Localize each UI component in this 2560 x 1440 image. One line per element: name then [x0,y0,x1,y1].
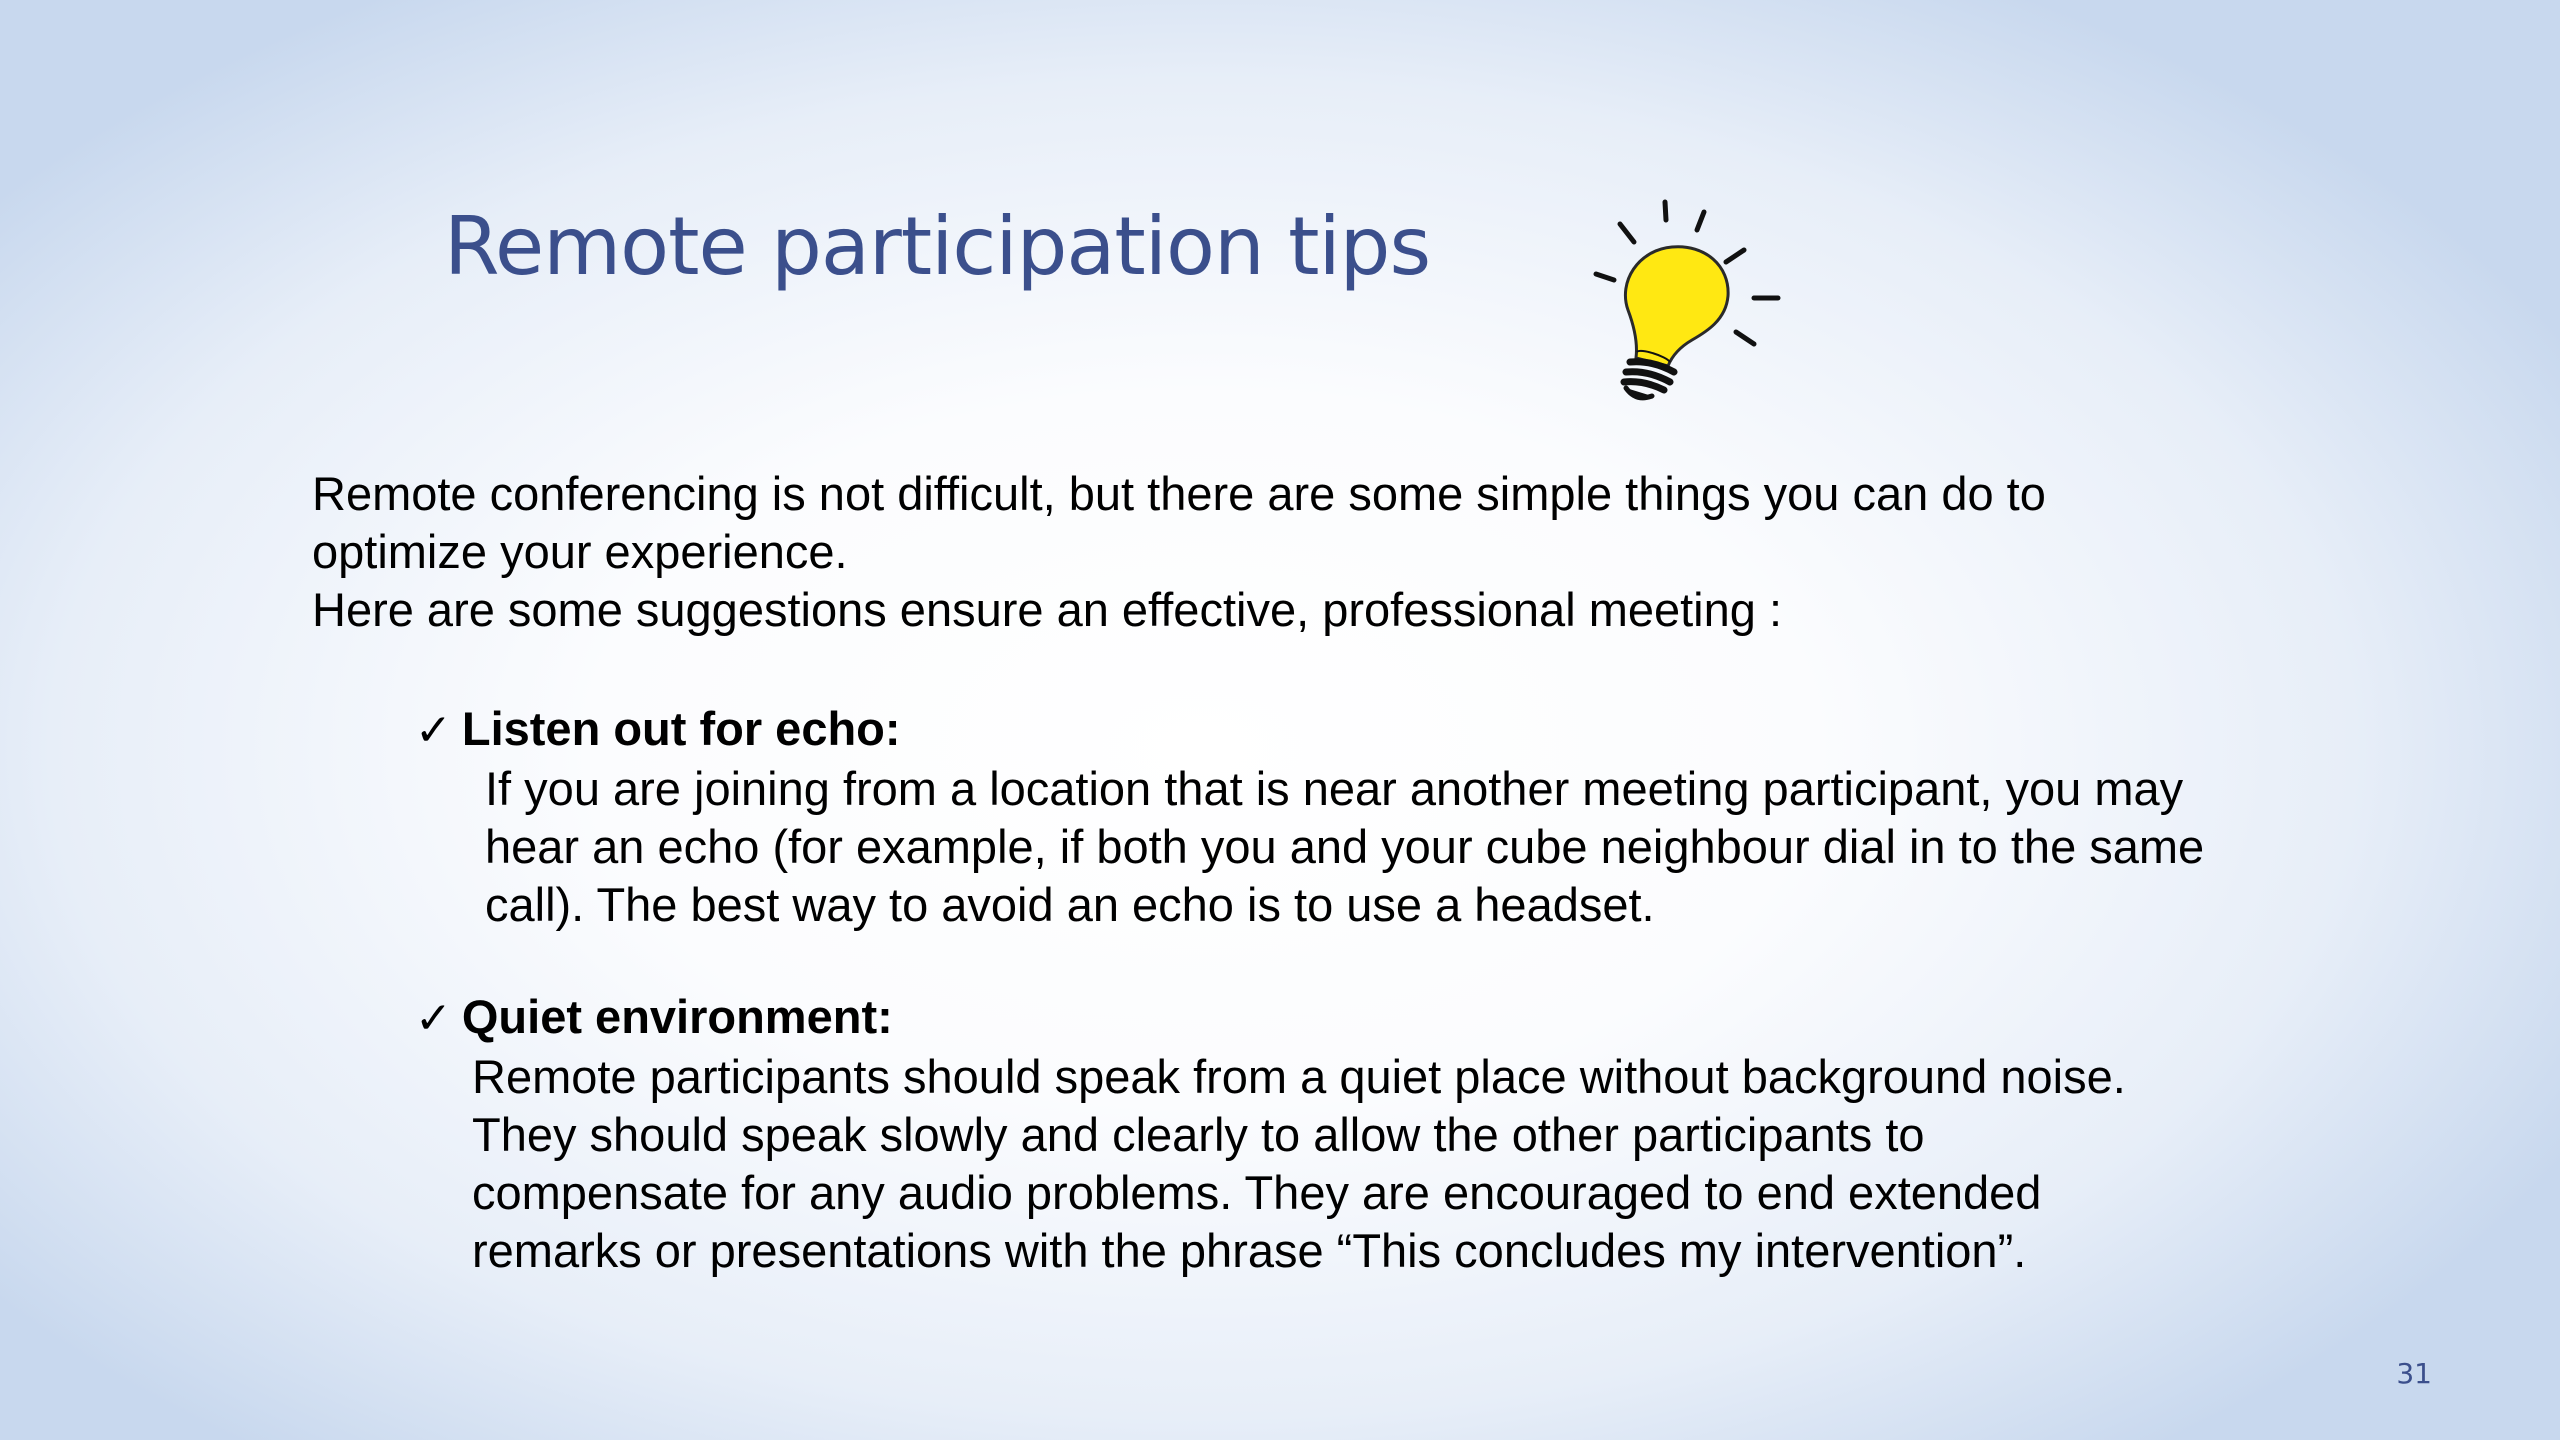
page-number: 31 [2396,1357,2432,1390]
tip-title: Quiet environment: [461,990,893,1043]
checkmark-icon: ✓ [415,705,452,756]
tip-heading [415,700,2255,760]
tip-item-quiet-environment [415,988,2255,1280]
tip-description: Remote participants should speak from a quiet place without background noise. They should speak slowly and clearly to allow the other participants to compensate for any audio problems. They are encouraged to end extended remarks or presentations with the phrase “This concludes my intervention”. [472,1050,2126,1277]
slide-title: Remote participation tips [444,200,1431,293]
tip-heading [415,988,2255,1048]
intro-text [312,465,2212,639]
lightbulb-icon [1580,190,1800,410]
intro-paragraph: Remote conferencing is not difficult, but there are some simple things you can do to optimize your experience. [312,467,2046,578]
tip-title: Listen out for echo: [461,702,901,755]
intro-paragraph: Here are some suggestions ensure an effective, professional meeting : [312,583,1783,636]
checkmark-icon: ✓ [415,993,452,1044]
tip-item-echo [415,700,2255,934]
tip-description: If you are joining from a location that is near another meeting participant, you may hear an echo (for example, if both you and your cube neighbour dial in to the same call). The best way to avoid an echo is to use a headset. [485,762,2205,931]
